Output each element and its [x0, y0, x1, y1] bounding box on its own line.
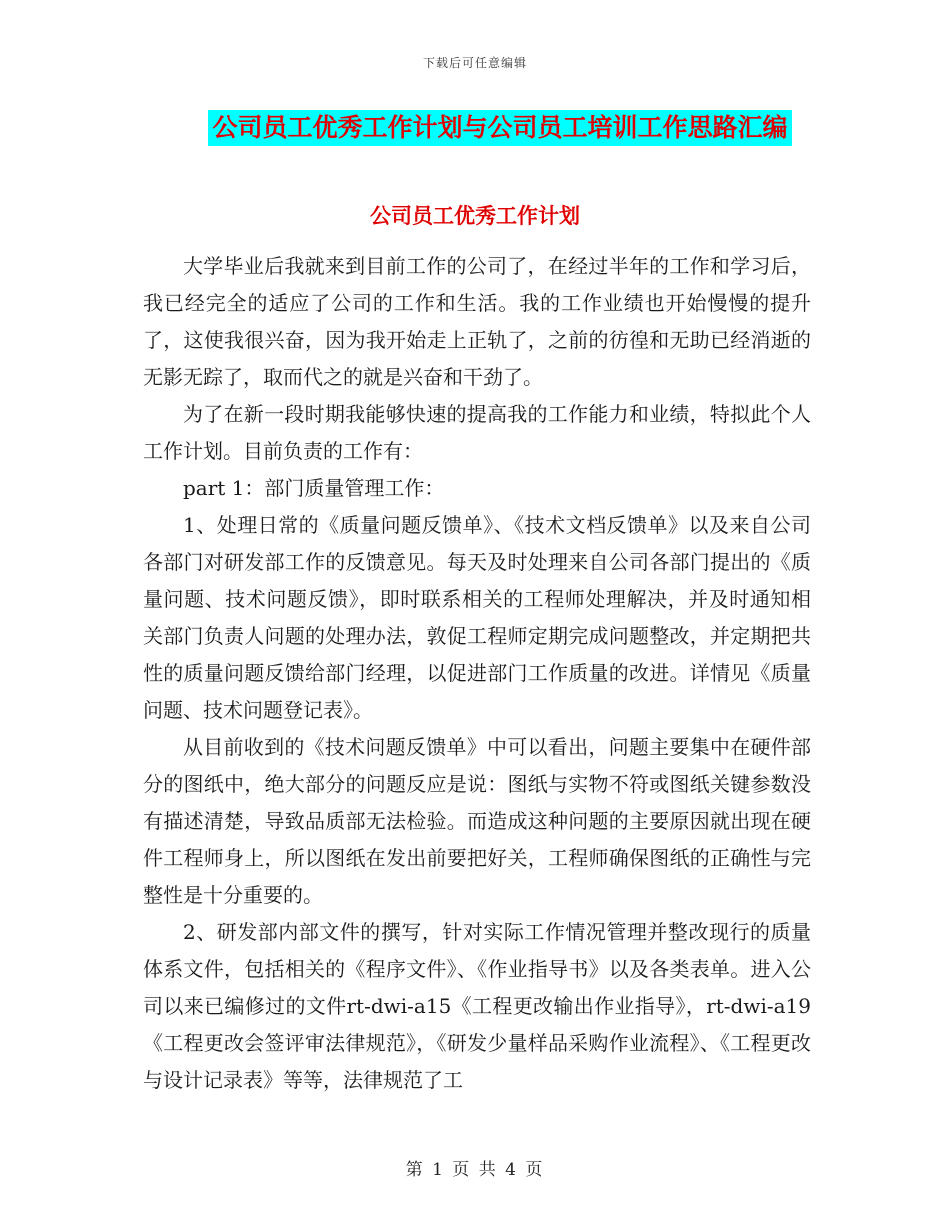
paragraph: 2、研发部内部文件的撰写，针对实际工作情况管理并整改现行的质量体系文件，包括相关的《程序文件》、《作业指导书》以及各类表单。进入公司以来已编修过的文件rt-dwi-a15《工程更改输出作业指导》，rt-dwi-a19《工程更改会签评审法律规范》，《研发少量样品采购作业流程》、《工程更改与设计记录表》等等，法律规范了工: [143, 920, 811, 1092]
paragraph: 大学毕业后我就来到目前工作的公司了，在经过半年的工作和学习后，我已经完全的适应了公司的工作和生活。我的工作业绩也开始慢慢的提升了，这使我很兴奋，因为我开始走上正轨了，之前的彷徨和无助已经消逝的无影无踪了，取而代之的就是兴奋和干劲了。: [143, 254, 811, 389]
paragraph: 从目前收到的《技术问题反馈单》中可以看出，问题主要集中在硬件部分的图纸中，绝大部分的问题反应是说：图纸与实物不符或图纸关键参数没有描述清楚，导致品质部无法检验。而造成这种问题的主要原因就出现在硬件工程师身上，所以图纸在发出前要把好关，工程师确保图纸的正确性与完整性是十分重要的。: [143, 735, 811, 907]
section-title: 公司员工优秀工作计划: [370, 204, 580, 228]
paragraph: 1、处理日常的《质量问题反馈单》、《技术文档反馈单》以及来自公司各部门对研发部工作的反馈意见。每天及时处理来自公司各部门提出的《质量问题、技术问题反馈》，即时联系相关的工程师处理解决，并及时通知相关部门负责人问题的处理办法，敦促工程师定期完成问题整改，并定期把共性的质量问题反馈给部门经理，以促进部门工作质量的改进。详情见《质量问题、技术问题登记表》。: [143, 513, 811, 722]
document-body: [143, 248, 811, 1099]
title-container: [0, 110, 950, 146]
paragraph: part 1：部门质量管理工作：: [183, 476, 445, 500]
header-note: 下载后可任意编辑: [422, 56, 527, 70]
paragraph: 为了在新一段时期我能够快速的提高我的工作能力和业绩，特拟此个人工作计划。目前负责的工作有：: [143, 402, 811, 463]
document-title: 公司员工优秀工作计划与公司员工培训工作思路汇编: [208, 110, 791, 146]
page-number-footer: 第 1 页 共 4 页: [405, 1160, 545, 1180]
